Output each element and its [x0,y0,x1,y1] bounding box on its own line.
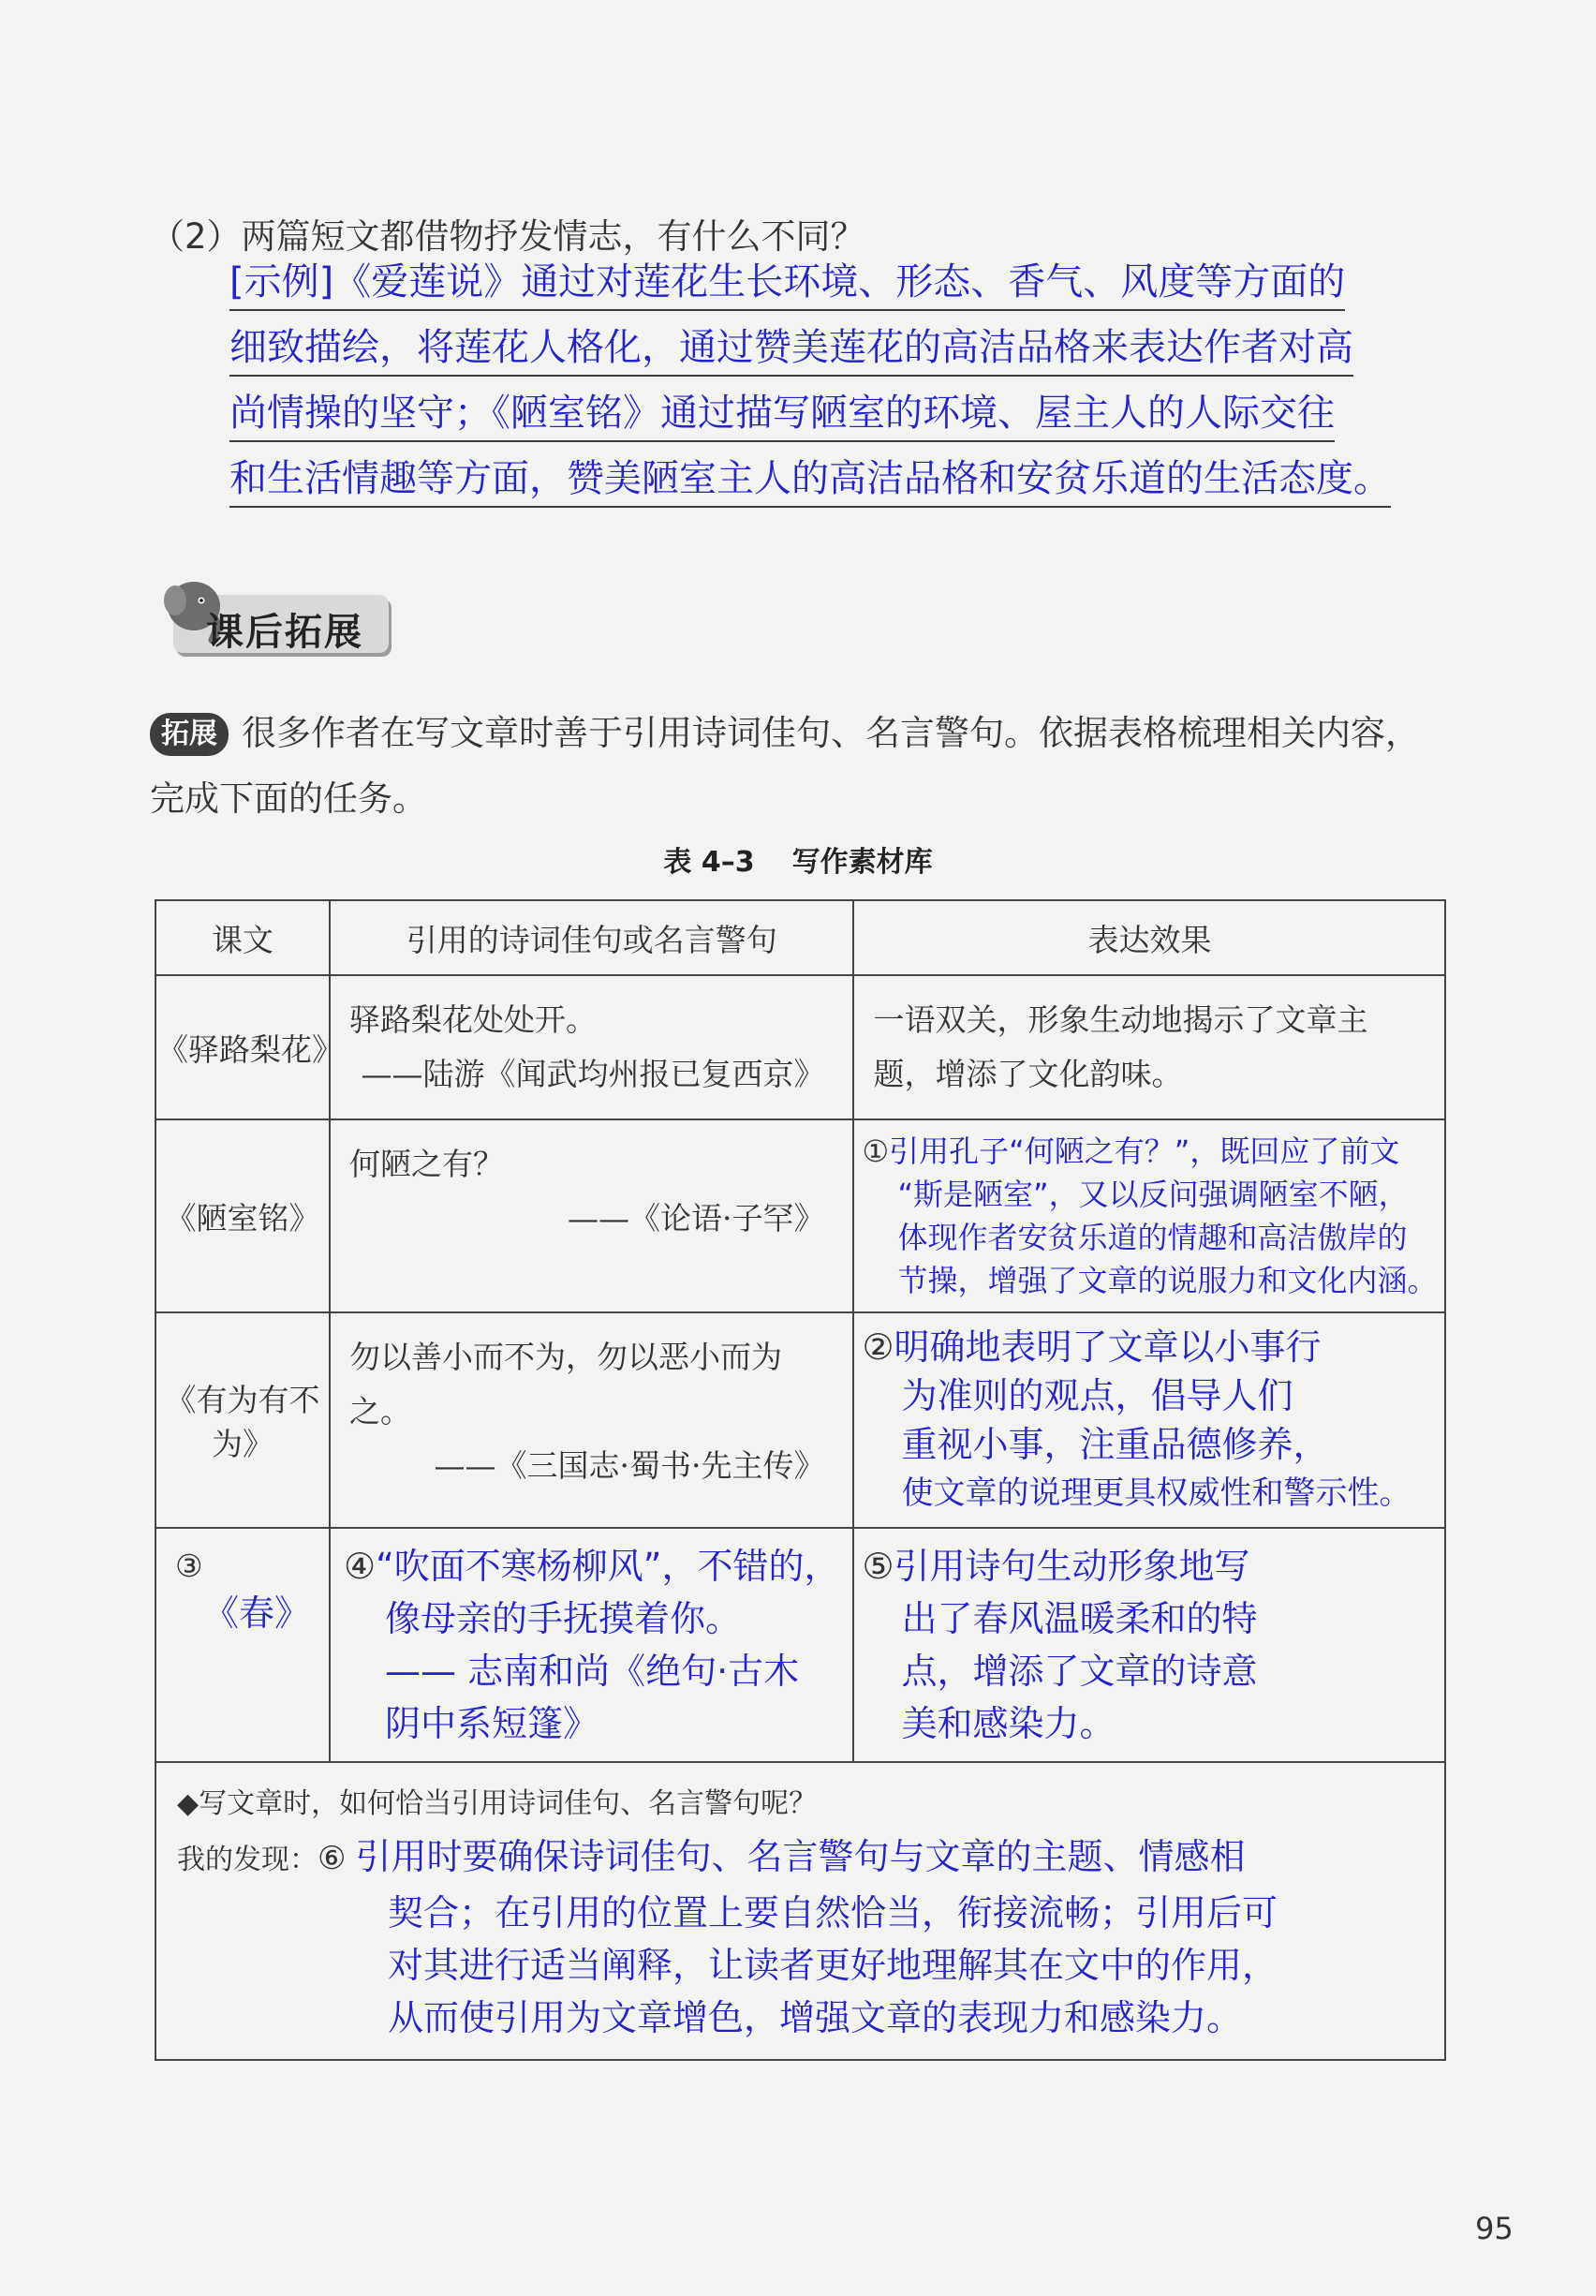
page-number: 95 [1475,2211,1514,2246]
effect-line: 使文章的说理更具权威性和警示性。 [901,1474,1411,1512]
table-caption [0,838,1596,880]
row-effect [853,1528,1445,1762]
footer-answer-line: 引用时要确保诗词佳句、名言警句与文章的主题、情感相 [355,1836,1246,1877]
quote-line: —— 志南和尚《绝句·古木 [385,1651,800,1692]
effect-number: ① [862,1133,890,1169]
footer-cell [155,1762,1445,2060]
quote-source: ——《三国志·蜀书·先主传》 [434,1447,825,1484]
quote-text: 勿以善小而不为，勿以恶小而为之。 [349,1339,783,1429]
effect-line: 引用孔子“何陋之有？”，既回应了前文 [889,1133,1400,1169]
title-number: ③ [175,1548,203,1584]
row-effect [853,1312,1445,1528]
row-quote [330,1119,853,1312]
footer-answer-line: 对其进行适当阐释，让读者更好地理解其在文中的作用， [388,1945,1278,1986]
effect-line: 体现作者安贫乐道的情趣和高洁傲岸的 [897,1220,1408,1255]
answer-line-2: 细致描绘，将莲花人格化，通过赞美莲花的高洁品格来表达作者对高 [229,323,1353,377]
row-title: 《有为有不为》 [155,1312,330,1528]
section-title-text: 课后拓展 [206,611,363,654]
row-title [155,1528,330,1762]
effect-line: 明确地表明了文章以小事行 [894,1326,1322,1368]
quote-source: ——《论语·子罕》 [567,1200,825,1237]
question-2: （2）两篇短文都借物抒发情志，有什么不同？ [150,216,865,257]
row-title: 《陋室铭》 [155,1119,330,1312]
extension-intro [150,701,1452,832]
footer-number: ⑥ [318,1840,347,1877]
effect-line: 美和感染力。 [901,1703,1116,1744]
effect-line: 引用诗句生动形象地写 [894,1546,1250,1587]
table-caption-number: 表 4–3 [663,846,755,879]
table-caption-title: 写作素材库 [791,846,933,879]
quote-number: ④ [344,1546,377,1587]
quote-text: 驿路梨花处处开。 [349,1001,598,1038]
effect-line: 节操，增强了文章的说服力和文化内涵。 [897,1263,1438,1298]
row-effect: 一语双关，形象生动地揭示了文章主题，增添了文化韵味。 [853,975,1445,1119]
effect-line: 点，增添了文章的诗意 [901,1651,1258,1692]
extension-tag: 拓展 [150,713,229,756]
footer-answer-line: 契合；在引用的位置上要自然恰当，衔接流畅；引用后可 [388,1892,1278,1933]
answer-line-3: 尚情操的坚守；《陋室铭》通过描写陋室的环境、屋主人的人际交往 [229,389,1335,442]
effect-number: ② [862,1326,894,1368]
row-quote [330,1528,853,1762]
table-row [155,1312,1445,1528]
quote-line: 阴中系短篷》 [385,1703,599,1744]
header-text: 课文 [155,900,330,975]
table-row [155,975,1445,1119]
answer-line-1: [示例]《爱莲说》通过对莲花生长环境、形态、香气、风度等方面的 [229,258,1345,311]
effect-line: 出了春风温暖柔和的特 [901,1598,1258,1639]
quote-text: 何陋之有？ [349,1146,505,1182]
quote-line: 像母亲的手抚摸着你。 [385,1598,742,1639]
row-quote [330,1312,853,1528]
table-header-row [155,900,1445,975]
header-effect: 表达效果 [853,900,1445,975]
table-footer-row [155,1762,1445,2060]
footer-label: 我的发现： [177,1844,318,1876]
title-answer: 《春》 [203,1592,311,1634]
header-quote: 引用的诗词佳句或名言警句 [330,900,853,975]
row-effect [853,1119,1445,1312]
row-quote [330,975,853,1119]
table-row [155,1528,1445,1762]
footer-prompt: ◆写文章时，如何恰当引用诗词佳句、名言警句呢？ [177,1787,818,1820]
extension-text: 很多作者在写文章时善于引用诗词佳句、名言警句。依据表格梳理相关内容，完成下面的任务。 [150,713,1420,819]
row-title: 《驿路梨花》 [155,975,330,1119]
section-title [155,567,398,660]
effect-number: ⑤ [862,1546,894,1587]
effect-line: 为准则的观点，倡导人们 [901,1375,1293,1416]
quote-source: ——陆游《闻武均州报已复西京》 [361,1056,825,1092]
effect-line: “斯是陋室”，又以反问强调陋室不陋， [897,1177,1409,1212]
footer-answer-line: 从而使引用为文章增色，增强文章的表现力和感染力。 [388,1997,1243,2038]
writing-material-table [155,899,1446,2061]
quote-line: “吹面不寒杨柳风”，不错的， [376,1546,840,1587]
effect-line: 重视小事，注重品德修养， [901,1424,1329,1465]
table-row [155,1119,1445,1312]
answer-line-4: 和生活情趣等方面，赞美陋室主人的高洁品格和安贫乐道的生活态度。 [229,454,1391,508]
